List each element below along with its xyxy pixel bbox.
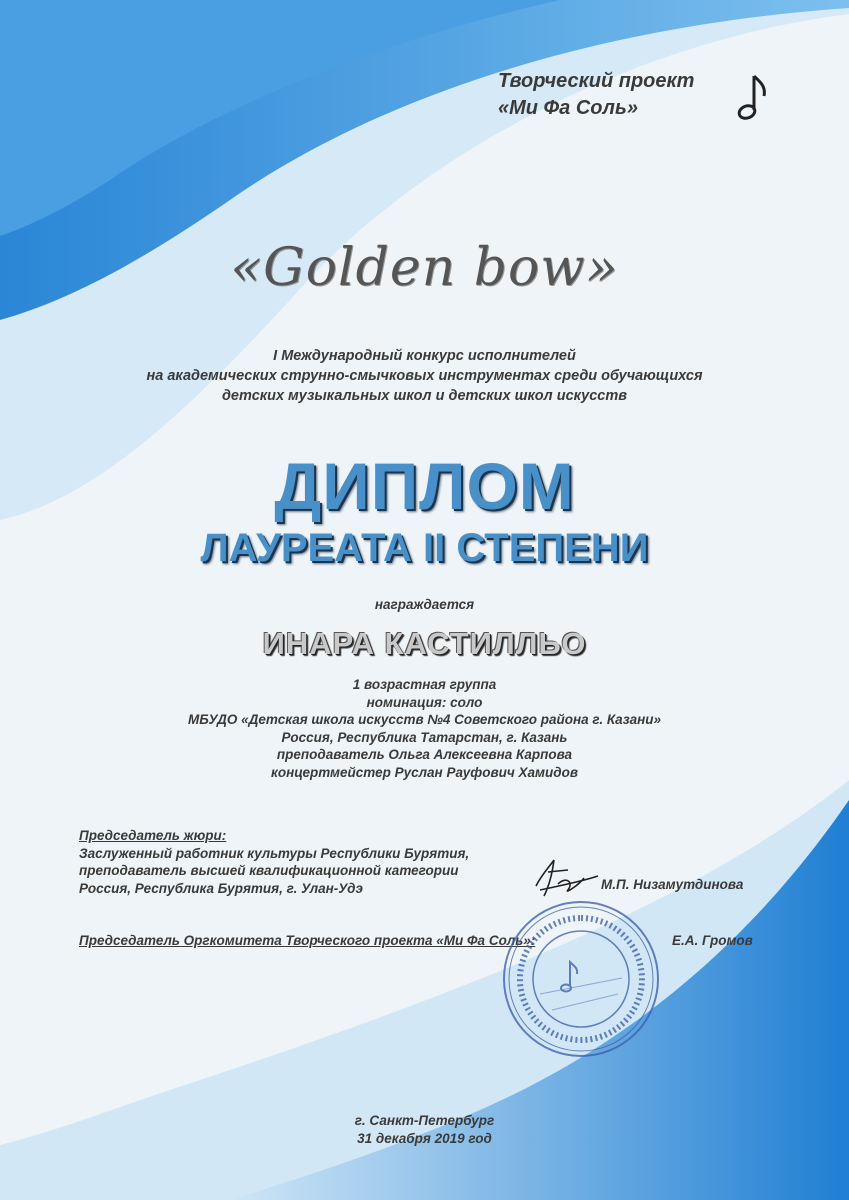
participant-details bbox=[0, 676, 849, 781]
recipient-name: ИНАРА КАСТИЛЛЬО bbox=[262, 626, 587, 661]
project-title bbox=[498, 68, 728, 122]
contest-line-2: на академических струнно-смычковых инструментах среди обучающихся bbox=[146, 368, 703, 384]
awarded-label: награждается bbox=[374, 597, 475, 612]
jury-chair-block bbox=[79, 827, 579, 897]
laureate-degree: ЛАУРЕАТА II СТЕПЕНИ bbox=[200, 526, 649, 570]
event-title: «Golden bow» bbox=[230, 238, 619, 298]
music-note-icon bbox=[732, 72, 770, 124]
issue-date: 31 декабря 2019 год bbox=[357, 1131, 492, 1146]
location: Россия, Республика Татарстан, г. Казань bbox=[281, 729, 568, 745]
org-committee-label: Председатель Оргкомитета Творческого проекта «Ми Фа Соль»: bbox=[79, 933, 536, 948]
jury-heading: Председатель жюри: bbox=[79, 828, 227, 843]
school: МБУДО «Детская школа искусств №4 Советского района г. Казани» bbox=[188, 712, 661, 727]
jury-title-line1: Заслуженный работник культуры Республики Бурятия, bbox=[79, 845, 470, 861]
project-title-line1: Творческий проект bbox=[498, 70, 695, 92]
contest-description bbox=[0, 346, 849, 406]
project-title-line2: «Ми Фа Соль» bbox=[498, 97, 638, 119]
contest-line-1: I Международный конкурс исполнителей bbox=[273, 348, 576, 364]
diploma-title: ДИПЛОМ bbox=[274, 449, 575, 523]
jury-title-line3: Россия, Республика Бурятия, г. Улан-Удэ bbox=[79, 880, 363, 896]
jury-signature bbox=[528, 856, 600, 898]
teacher: преподаватель Ольга Алексеевна Карпова bbox=[276, 747, 573, 762]
contest-line-3: детских музыкальных школ и детских школ искусств bbox=[221, 388, 628, 404]
organization-seal bbox=[500, 898, 662, 1060]
issue-place-date bbox=[0, 1112, 849, 1148]
accompanist: концертмейстер Руслан Рауфович Хамидов bbox=[271, 764, 578, 780]
jury-title-line2: преподаватель высшей квалификационной категории bbox=[79, 863, 459, 878]
jury-chair-name: М.П. Низамутдинова bbox=[601, 877, 744, 892]
issue-city: г. Санкт-Петербург bbox=[354, 1113, 495, 1128]
org-committee-chair-name: Е.А. Громов bbox=[672, 933, 753, 948]
nomination: номинация: соло bbox=[366, 694, 483, 710]
age-group: 1 возрастная группа bbox=[352, 677, 497, 692]
